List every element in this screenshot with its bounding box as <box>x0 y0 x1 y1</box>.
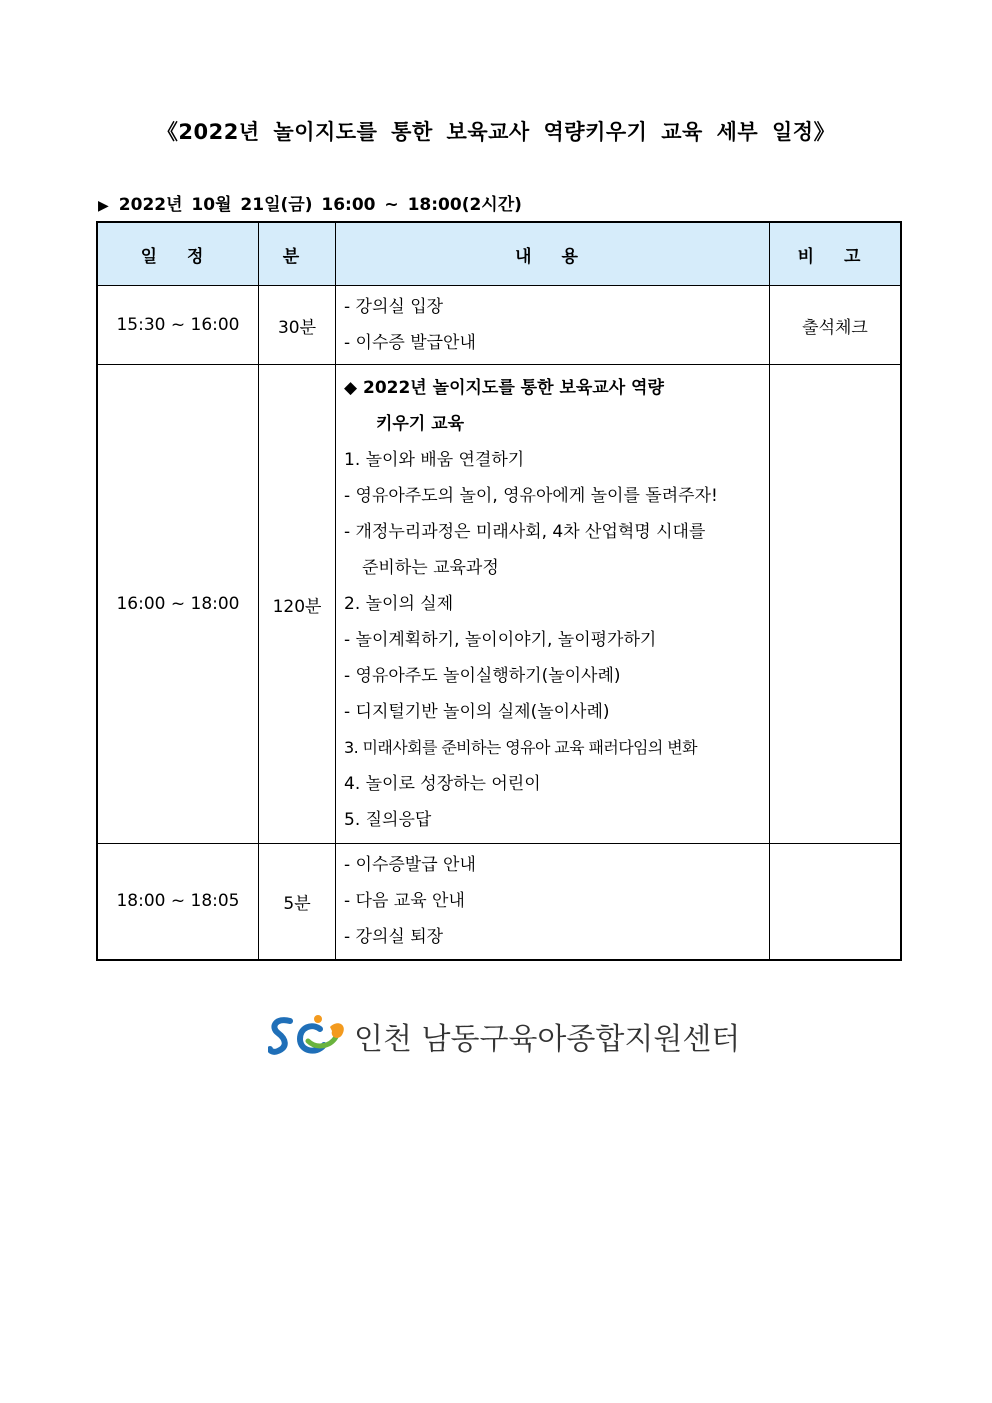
content-heading-cont: 키우기 교육 <box>376 414 465 434</box>
center-name: 인천 남동구육아종합지원센터 <box>354 1022 741 1057</box>
table-row <box>97 365 901 844</box>
header-minutes: 분 <box>259 222 336 286</box>
duration-cell: 5분 <box>259 844 336 960</box>
content-line: 5. 질의응답 <box>344 810 432 830</box>
content-heading: ◆ 2022년 놀이지도를 통한 보육교사 역량 <box>344 378 664 398</box>
time-cell: 18:00 ~ 18:05 <box>97 844 259 960</box>
content-line: - 이수증 발급안내 <box>344 333 476 353</box>
swirl-logo-icon <box>268 1013 350 1059</box>
content-cell <box>336 844 770 960</box>
document-title: 《2022년 놀이지도를 통한 보육교사 역량키우기 교육 세부 일정》 <box>156 120 836 144</box>
content-cell <box>336 365 770 844</box>
center-logo <box>268 1012 740 1060</box>
date-text: 2022년 10월 21일(금) 16:00 ~ 18:00(2시간) <box>118 195 522 215</box>
header-content: 내 용 <box>336 222 770 286</box>
content-line: - 강의실 퇴장 <box>344 927 444 947</box>
content-line: 2. 놀이의 실제 <box>344 594 454 614</box>
table-header-row <box>97 222 901 286</box>
date-line <box>98 190 522 215</box>
duration-cell: 30분 <box>259 286 336 365</box>
triangle-arrow-icon: ▶ <box>98 198 109 214</box>
content-line: 3. 미래사회를 준비하는 영유아 교육 패러다임의 변화 <box>344 738 697 757</box>
table-row <box>97 286 901 365</box>
content-line: 1. 놀이와 배움 연결하기 <box>344 450 525 470</box>
note-cell: 출석체크 <box>770 286 902 365</box>
header-remarks: 비 고 <box>770 222 902 286</box>
content-line: 준비하는 교육과정 <box>362 558 499 578</box>
content-line: - 디지털기반 놀이의 실제(놀이사례) <box>344 702 610 722</box>
content-line: - 이수증발급 안내 <box>344 855 476 875</box>
header-schedule: 일 정 <box>97 222 259 286</box>
content-line: - 개정누리과정은 미래사회, 4차 산업혁명 시대를 <box>344 522 706 542</box>
duration-cell: 120분 <box>259 365 336 844</box>
content-line: - 다음 교육 안내 <box>344 891 465 911</box>
content-line: - 강의실 입장 <box>344 297 444 317</box>
table-row <box>97 844 901 960</box>
schedule-table <box>96 221 902 961</box>
note-cell <box>770 365 902 844</box>
content-line: - 영유아주도의 놀이, 영유아에게 놀이를 돌려주자! <box>344 486 718 506</box>
note-cell <box>770 844 902 960</box>
content-line: - 영유아주도 놀이실행하기(놀이사례) <box>344 666 621 686</box>
content-line: 4. 놀이로 성장하는 어린이 <box>344 774 541 794</box>
content-line: - 놀이계획하기, 놀이이야기, 놀이평가하기 <box>344 630 657 650</box>
time-cell: 15:30 ~ 16:00 <box>97 286 259 365</box>
content-cell <box>336 286 770 365</box>
time-cell: 16:00 ~ 18:00 <box>97 365 259 844</box>
